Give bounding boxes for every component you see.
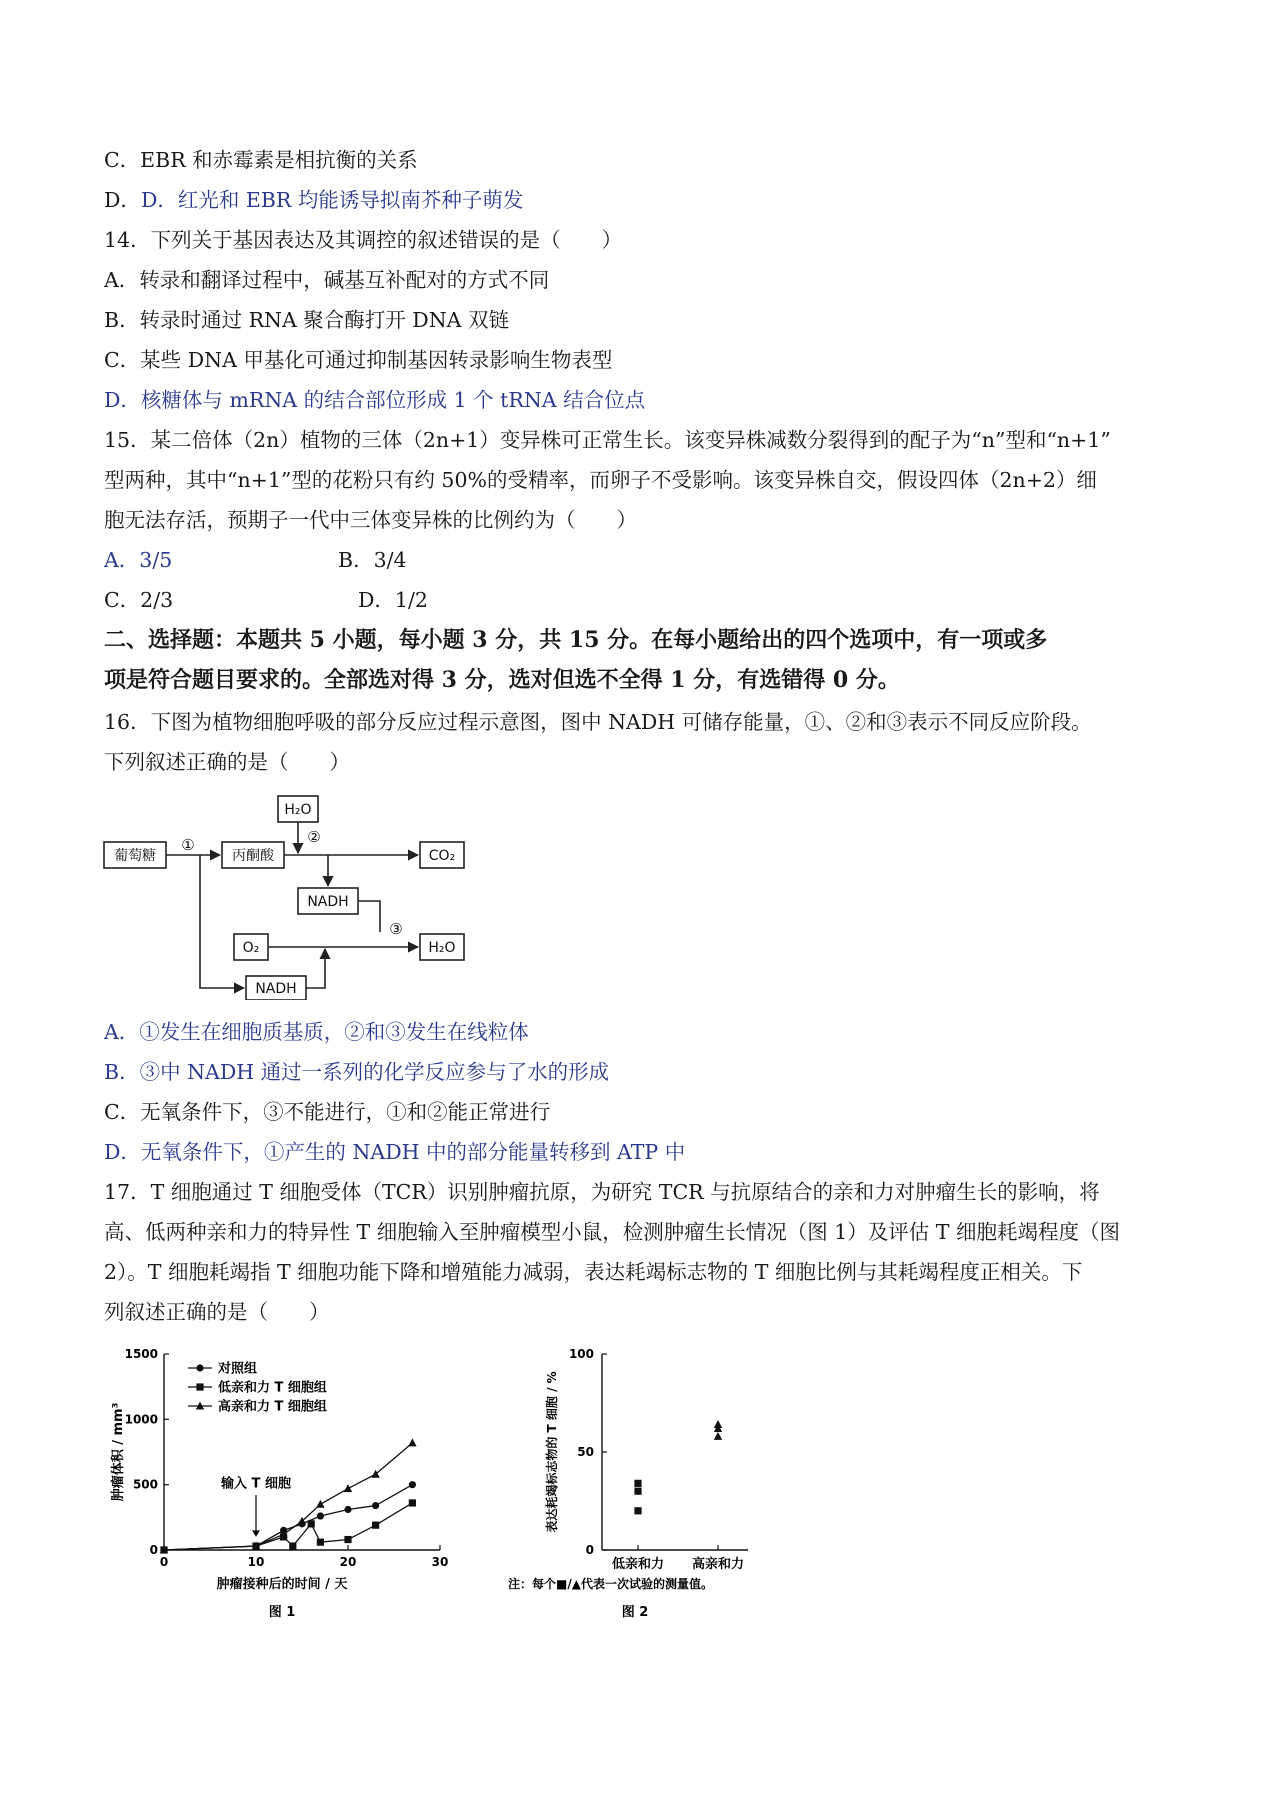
series-point (408, 1438, 416, 1446)
y-tick-label: 1500 (124, 1347, 158, 1361)
annotation-arrow-head (252, 1530, 260, 1537)
legend-marker (196, 1364, 203, 1371)
series-line (164, 1485, 412, 1550)
series-point (289, 1542, 296, 1549)
y-axis-label: 表达耗竭标志物的 T 细胞 / % (545, 1371, 559, 1533)
annotation-label: 输入 T 细胞 (221, 1476, 291, 1492)
section2-heading-line1: 二、选择题：本题共 5 小题，每小题 3 分，共 15 分。在每小题给出的四个选项中，有一项或多 (104, 627, 1048, 653)
legend-label: 对照组 (218, 1361, 258, 1377)
pyruvate-label: 丙酮酸 (232, 848, 274, 864)
q16-option-a: A．①发生在细胞质基质，②和③发生在线粒体 (104, 1020, 529, 1044)
x-tick-label: 30 (431, 1555, 449, 1569)
respiration-diagram (100, 790, 480, 1000)
step1-label: ① (181, 836, 195, 854)
scatter-point (634, 1480, 641, 1487)
scatter-point (634, 1507, 641, 1514)
scatter-point (634, 1488, 641, 1495)
series-point (317, 1512, 324, 1519)
legend-label: 高亲和力 T 细胞组 (218, 1399, 327, 1415)
scatter-group-2 (714, 1420, 722, 1440)
q15-option-c: C．2/3 (104, 588, 174, 612)
q14-option-d: D．核糖体与 mRNA 的结合部位形成 1 个 tRNA 结合位点 (104, 388, 646, 412)
scatter-point (714, 1432, 722, 1440)
series-point (409, 1481, 416, 1488)
q13-option-d-text: D．红光和 EBR 均能诱导拟南芥种子萌发 (140, 188, 524, 212)
q17-stem-line1: 17．T 细胞通过 T 细胞受体（TCR）识别肿瘤抗原，为研究 TCR 与抗原结合的亲和力对肿瘤生长的影响，将 (104, 1180, 1100, 1204)
nadh-low-label: NADH (255, 981, 297, 997)
q14-option-a: A．转录和翻译过程中，碱基互补配对的方式不同 (104, 268, 550, 292)
series-point (372, 1522, 379, 1529)
y-tick-label: 1000 (124, 1412, 158, 1427)
series-point (344, 1506, 351, 1513)
series-point (372, 1502, 379, 1509)
series-point (344, 1484, 352, 1492)
y-tick-label: 0 (585, 1543, 594, 1557)
q15-stem-line2: 型两种，其中“n+1”型的花粉只有约 50%的受精率，而卵子不受影响。该变异株自交，假设四体（2n+2）细 (104, 468, 1097, 492)
scatter-point (714, 1420, 722, 1428)
q17-stem-line4: 列叙述正确的是（ ） (104, 1300, 330, 1324)
q15-stem-line3: 胞无法存活，预期子一代中三体变异株的比例约为（ ） (104, 508, 637, 532)
co2-label: CO₂ (428, 848, 456, 864)
series-point (317, 1539, 324, 1546)
figure1-caption: 图 1 (268, 1605, 296, 1620)
series-point (316, 1500, 324, 1508)
q16-option-b: B．③中 NADH 通过一系列的化学反应参与了水的形成 (104, 1060, 610, 1084)
category-label: 低亲和力 (611, 1557, 665, 1572)
y-axis-label: 肿瘤体积 / mm³ (111, 1402, 126, 1502)
q16-option-d: D．无氧条件下，①产生的 NADH 中的部分能量转移到 ATP 中 (104, 1140, 686, 1164)
x-tick-label: 10 (247, 1555, 265, 1569)
q13-option-c: C．EBR 和赤霉素是相抗衡的关系 (104, 148, 418, 172)
q14-option-c: C．某些 DNA 甲基化可通过抑制基因转录影响生物表型 (104, 348, 613, 372)
category-label: 高亲和力 (691, 1557, 745, 1572)
y-tick-label: 100 (568, 1347, 594, 1361)
q15-stem-line1: 15．某二倍体（2n）植物的三体（2n+1）变异株可正常生长。该变异株减数分裂得到的配子为“n”型和“n+1” (104, 428, 1111, 452)
h2o-top-label: H₂O (284, 802, 312, 818)
y-tick-label: 0 (149, 1543, 158, 1557)
series-point (344, 1536, 351, 1543)
q15-option-d: D．1/2 (358, 588, 428, 612)
q14-stem: 14．下列关于基因表达及其调控的叙述错误的是（ ） (104, 228, 623, 252)
legend-label: 低亲和力 T 细胞组 (218, 1380, 327, 1396)
x-axis-label: 肿瘤接种后的时间 / 天 (216, 1577, 348, 1592)
o2-label: O₂ (242, 940, 260, 956)
glucose-label: 葡萄糖 (114, 848, 156, 864)
series-line (164, 1443, 412, 1550)
y-tick-label: 50 (577, 1445, 594, 1459)
q15-option-b: B．3/4 (338, 548, 407, 572)
legend-marker (196, 1383, 203, 1390)
q17-stem-line2: 高、低两种亲和力的特异性 T 细胞输入至肿瘤模型小鼠，检测肿瘤生长情况（图 1）及评估 T 细胞耗竭程度（图 (104, 1220, 1120, 1244)
q16-stem-line1: 16．下图为植物细胞呼吸的部分反应过程示意图，图中 NADH 可储存能量，①、②和③表示不同反应阶段。 (104, 710, 1092, 734)
nadh-mid-label: NADH (307, 894, 349, 910)
q14-option-b: B．转录时通过 RNA 聚合酶打开 DNA 双链 (104, 308, 509, 332)
q17-stem-line3: 2）。T 细胞耗竭指 T 细胞功能下降和增殖能力减弱，表达耗竭标志物的 T 细胞比例与其耗竭程度正相关。下 (104, 1260, 1083, 1284)
q13-option-d-prefix: D． (104, 188, 141, 212)
x-tick-label: 0 (159, 1555, 169, 1569)
figure2-caption: 图 2 (621, 1605, 649, 1620)
q16-option-c: C．无氧条件下，③不能进行，①和②能正常进行 (104, 1100, 551, 1124)
x-tick-label: 20 (339, 1555, 357, 1569)
step2-label: ② (307, 828, 321, 846)
figure2-exhaustion-chart (490, 1340, 790, 1630)
q15-option-a: A．3/5 (104, 548, 173, 572)
h2o-out-label: H₂O (428, 940, 456, 956)
step3-label: ③ (389, 920, 403, 938)
y-tick-label: 500 (132, 1477, 158, 1492)
series-point (409, 1499, 416, 1506)
figure2-note: 注：每个■/▲代表一次试验的测量值。 (508, 1577, 713, 1591)
series-point (308, 1520, 315, 1527)
q13-option-d (104, 186, 523, 214)
figure1-tumor-growth-chart (100, 1340, 460, 1630)
q16-stem-line2: 下列叙述正确的是（ ） (104, 750, 350, 774)
section2-heading-line2: 项是符合题目要求的。全部选对得 3 分，选对但选不全得 1 分，有选错得 0 分。 (104, 667, 900, 693)
scatter-group-1 (634, 1480, 641, 1515)
